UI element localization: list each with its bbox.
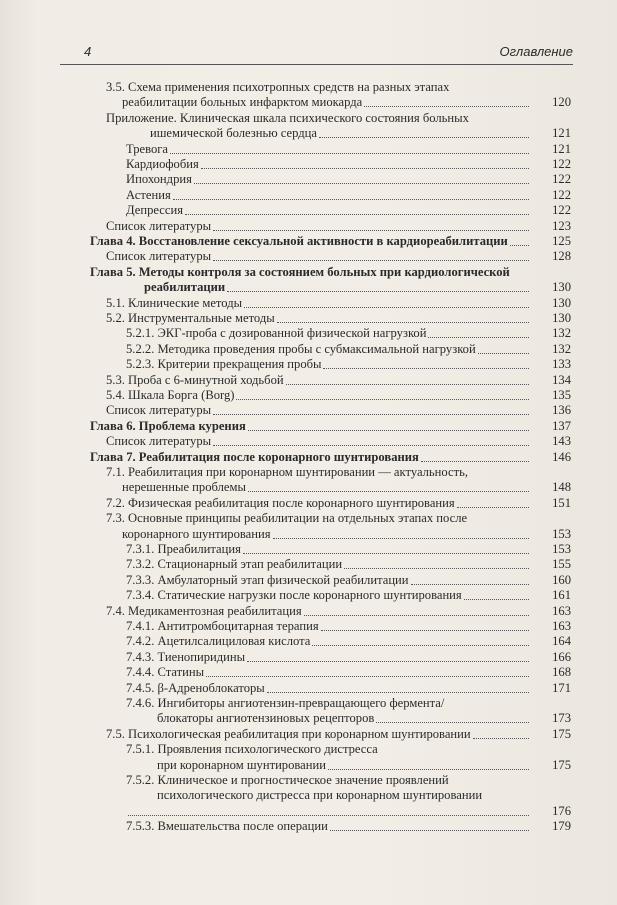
toc-page-number: 128 (552, 249, 571, 264)
toc-page-number: 148 (552, 480, 571, 495)
toc-page-number: 132 (552, 326, 571, 341)
toc-leader-dots (206, 665, 529, 677)
toc-entry-text: 5.1. Клинические методы (106, 295, 243, 310)
toc-page-number: 161 (552, 588, 571, 603)
toc-leader-dots (344, 557, 529, 569)
toc-entry-text: Глава 6. Проблема курения (90, 418, 246, 433)
toc-leader-dots (411, 573, 529, 585)
toc-entry-text: Список литературы (106, 249, 212, 264)
toc-page-number: 153 (552, 526, 571, 541)
toc-leader-dots (277, 311, 529, 323)
toc-page-number: 130 (552, 280, 571, 295)
toc-page-number: 135 (552, 388, 571, 402)
toc-page-number: 121 (552, 141, 571, 156)
toc-page-number: 122 (552, 172, 571, 187)
toc-leader-dots (173, 188, 529, 200)
toc-leader-dots (170, 142, 529, 154)
toc-entry-text: Тревога (126, 141, 169, 156)
toc-page-number: 134 (552, 372, 571, 387)
toc-leader-dots (330, 819, 529, 831)
toc-entry-text: 7.3.4. Статические нагрузки после коронарного шунтирования (126, 588, 462, 603)
toc-leader-dots (227, 280, 529, 292)
toc-page-number: 137 (552, 418, 571, 433)
toc-entry-text: 7.5.1. Проявления психологического дистресса (126, 742, 378, 757)
toc-entry-text: 7.3.1. Преабилитация (126, 542, 241, 556)
toc-entry-text: 7.4.1. Антитромбоцитарная терапия (126, 619, 319, 633)
toc-page-number: 163 (552, 603, 571, 618)
toc-page-number: 123 (552, 218, 571, 233)
toc-page-number: 146 (552, 449, 571, 464)
toc-leader-dots (428, 326, 529, 338)
toc-entry-text: 7.4.4. Статины (126, 665, 205, 680)
toc-entry-text: при коронарном шунтировании (157, 757, 326, 772)
toc-page-number: 122 (552, 203, 571, 218)
toc-entry-text: Список литературы (106, 434, 212, 449)
toc-entry-text: 7.1. Реабилитация при коронарном шунтировании — актуальность, (106, 465, 469, 479)
toc-leader-dots (244, 296, 529, 308)
running-header (60, 44, 573, 65)
toc-page-number: 143 (552, 434, 571, 449)
toc-entry-text: 5.3. Проба с 6-минутной ходьбой (106, 372, 284, 387)
toc-entry-text: Астения (126, 187, 171, 202)
toc-leader-dots (312, 634, 529, 646)
toc-leader-dots (236, 388, 529, 400)
toc-leader-dots (273, 527, 529, 539)
toc-entry-text: Список литературы (106, 218, 212, 233)
toc-entry-text: Кардиофобия (126, 157, 199, 171)
toc-leader-dots (304, 604, 529, 616)
toc-leader-dots (213, 403, 529, 415)
toc-leader-dots (321, 619, 529, 631)
toc-entry-text: 7.4.6. Ингибиторы ангиотензин-превращающего фермента/ (126, 696, 445, 710)
toc-entry-text: 7.3.2. Стационарный этап реабилитации (126, 557, 343, 572)
toc-leader-dots (319, 126, 529, 138)
toc-page-number: 130 (552, 295, 571, 310)
toc-leader-dots (194, 172, 529, 184)
toc-page-number: 163 (552, 619, 571, 633)
toc-page-number: 175 (552, 757, 571, 772)
toc-entry-text: Глава 4. Восстановление сексуальной активности в кардиореабилитации (90, 234, 508, 248)
page-number: 4 (84, 44, 92, 59)
toc-page-number: 122 (552, 187, 571, 202)
toc-entry-text: коронарного шунтирования (122, 526, 271, 541)
toc-entry-text: Глава 5. Методы контроля за состоянием больных при кардиологической (90, 264, 510, 279)
toc-entry-text: 7.3.3. Амбулаторный этап физической реабилитации (126, 572, 409, 587)
toc-page-number: 125 (552, 234, 571, 248)
toc-leader-dots (478, 342, 529, 354)
toc-entry-text: ишемической болезнью сердца (150, 126, 318, 141)
toc-page-number: 171 (552, 680, 571, 695)
toc-page-number: 173 (552, 711, 571, 726)
toc-page-number: 130 (552, 311, 571, 325)
toc-page-number: 121 (552, 126, 571, 141)
toc-leader-dots (213, 249, 529, 261)
toc-leader-dots (248, 480, 529, 492)
toc-leader-dots (213, 219, 529, 231)
toc-leader-dots (201, 157, 529, 169)
toc-entry-text: 3.5. Схема применения психотропных средств на разных этапах (106, 80, 450, 94)
toc-leader-dots (464, 588, 529, 600)
toc-entry-text: психологического дистресса при коронарном шунтировании (157, 788, 483, 803)
toc-entry-text: 7.4.3. Тиенопиридины (126, 649, 246, 664)
toc-entry-text: 7.5. Психологическая реабилитация при коронарном шунтировании (106, 726, 471, 741)
toc-page-number: 133 (552, 357, 571, 372)
toc-page-number: 132 (552, 341, 571, 356)
toc-entry-text: реабилитации (144, 280, 226, 295)
toc-leader-dots (128, 804, 529, 816)
toc-leader-dots (421, 450, 529, 462)
toc-entry-text: Ипохондрия (126, 172, 192, 187)
toc-entry-text: 5.2.2. Методика проведения пробы с субмаксимальной нагрузкой (126, 341, 476, 356)
toc-entry-text: Глава 7. Реабилитация после коронарного шунтирования (90, 449, 419, 464)
toc-leader-dots (364, 95, 529, 107)
toc-page-number: 166 (552, 649, 571, 664)
toc-page-number: 175 (552, 726, 571, 741)
toc-leader-dots (510, 234, 529, 246)
toc-leader-dots (213, 434, 529, 446)
toc-page-number: 176 (552, 803, 571, 818)
toc-entry-text: 7.5.2. Клиническое и прогностическое значение проявлений (126, 773, 449, 787)
toc-page-number: 155 (552, 557, 571, 572)
running-title: Оглавление (499, 44, 573, 59)
toc-entry-text: 5.4. Шкала Борга (Borg) (106, 388, 235, 402)
toc-page-number: 164 (552, 634, 571, 649)
toc-entry-text: 7.5.3. Вмешательства после операции (126, 819, 328, 834)
toc-leader-dots (473, 727, 529, 739)
toc-entry-text: 7.4.2. Ацетилсалициловая кислота (126, 634, 311, 649)
toc-entry-text: 7.4.5. β-Адреноблокаторы (126, 680, 265, 695)
toc-entry-text: 7.3. Основные принципы реабилитации на отдельных этапах после (106, 511, 468, 526)
toc-entry-text: Приложение. Клиническая шкала психического состояния больных (106, 110, 469, 125)
toc-entry-text: 5.2.3. Критерии прекращения пробы (126, 357, 322, 372)
toc-entry-text: 5.2. Инструментальные методы (106, 311, 275, 325)
toc-leader-dots (286, 373, 529, 385)
toc-page-number: 153 (552, 542, 571, 556)
toc-leader-dots (328, 758, 529, 770)
toc-leader-dots (457, 496, 529, 508)
toc-page-number: 168 (552, 665, 571, 680)
toc-entry-text: 7.2. Физическая реабилитация после коронарного шунтирования (106, 495, 455, 510)
toc-entry-text: блокаторы ангиотензиновых рецепторов (157, 711, 375, 726)
toc-entry-text: 5.2.1. ЭКГ-проба с дозированной физической нагрузкой (126, 326, 427, 341)
toc-page-number: 120 (552, 95, 571, 110)
toc-entry-text: реабилитации больных инфарктом миокарда (122, 95, 363, 110)
toc-page-number: 136 (552, 403, 571, 418)
toc-page-number: 122 (552, 157, 571, 171)
toc-leader-dots (267, 681, 529, 693)
toc-entry-text: нерешенные проблемы (122, 480, 246, 495)
toc-leader-dots (247, 650, 529, 662)
toc-entry-text: Список литературы (106, 403, 212, 418)
toc-leader-dots (323, 357, 529, 369)
toc-leader-dots (248, 419, 529, 431)
toc-page-number: 160 (552, 572, 571, 587)
toc-page-number: 151 (552, 495, 571, 510)
toc-leader-dots (185, 203, 529, 215)
toc-leader-dots (243, 542, 529, 554)
toc-entry-text: 7.4. Медикаментозная реабилитация (106, 603, 302, 618)
toc-leader-dots (376, 711, 529, 723)
toc-entry-text: Депрессия (126, 203, 183, 218)
toc-page-number: 179 (552, 819, 571, 834)
